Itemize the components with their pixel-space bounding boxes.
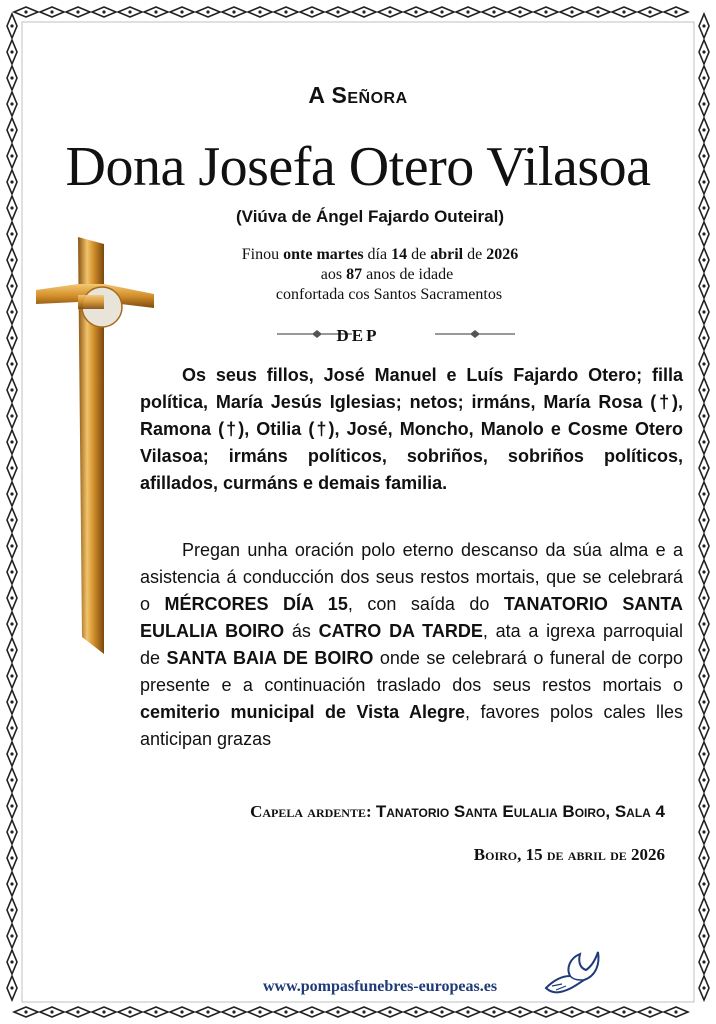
service-paragraph: Pregan unha oración polo eterno descanso da súa alma e a asistencia á conducción dos seus restos mortais, que se celebrará o MÉRCORES DÍA 15, con saída do TANATORIO SANTA EULALIA BOIRO ás CATRO DA TARDE, ata a igrexa parroquial de SANTA BAIA DE BOIRO onde se celebrará o funeral de corpo presente e a continuación traslado dos seus restos mortais o cemiterio municipal de Vista Alegre, favores polos cales lles anticipan grazas: [140, 540, 684, 749]
sacraments-line: confortada cos Santos Sacramentos: [275, 286, 503, 303]
dove-icon: [540, 950, 602, 996]
family-paragraph: Os seus fillos, José Manuel e Luís Fajardo Otero; filla política, María Jesús Iglesias; netos; irmáns, María Rosa (†), Ramona (†), Otilia (†), José, Moncho, Manolo e Cosme Otero Vilasoa; irmáns políticos, sobriños, sobriños políticos, afillados, curmáns e demais familia.: [140, 365, 683, 493]
age-line: aos 87 anos de idade: [320, 266, 454, 283]
death-info: [170, 245, 590, 305]
capela-ardente: Capela ardente: Tanatorio Santa Eulalia Boiro, Sala 4: [250, 802, 665, 821]
dep-label: DEP: [336, 326, 380, 345]
widow-of: (Viúva de Ángel Fajardo Outeiral): [236, 207, 504, 226]
deceased-name: Dona Josefa Otero Vilasoa: [65, 136, 651, 198]
website-link[interactable]: www.pompasfunebres-europeas.es: [262, 978, 498, 995]
title-senora: A Señora: [308, 82, 408, 108]
death-date-line: Finou onte martes día 14 de abril de 2026: [241, 246, 519, 263]
place-date: Boiro, 15 de abril de 2026: [473, 845, 665, 864]
